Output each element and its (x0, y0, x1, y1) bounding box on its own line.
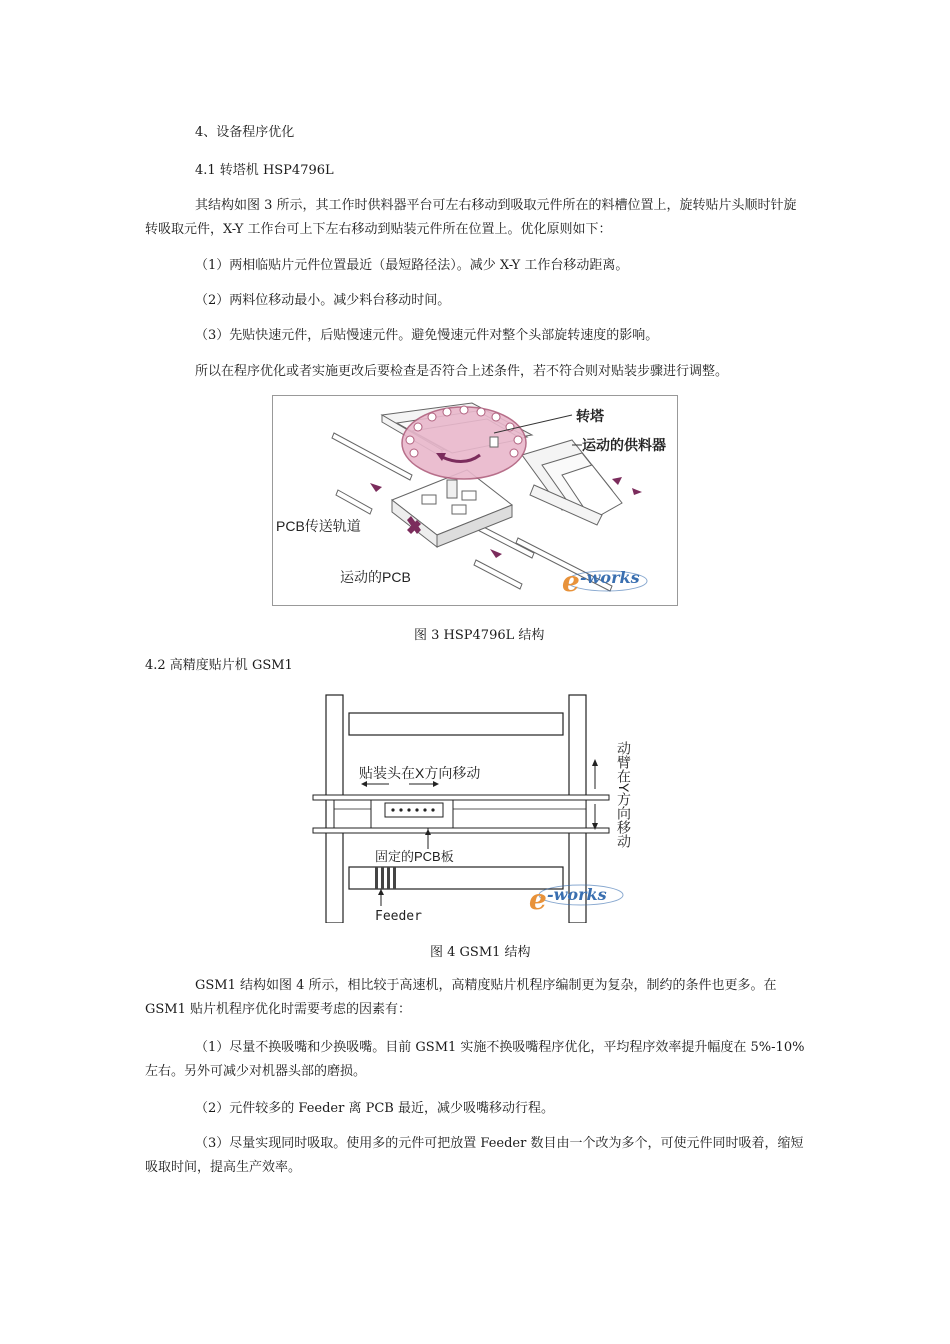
figure-4-gsm1-diagram (309, 691, 641, 923)
moving-pcb-label: 运动的PCB (340, 569, 411, 585)
eworks-watermark-text: -works (580, 568, 640, 587)
principle-item-2: （2）两料位移动最小。减少料台移动时间。 (195, 293, 451, 308)
head-x-move-label: 贴装头在X方向移动 (359, 765, 481, 781)
figure-4-caption: 图 4 GSM1 结构 (430, 945, 531, 960)
turret-label: 转塔 (576, 408, 604, 424)
section-4-1-heading: 4.1 转塔机 HSP4796L (195, 163, 334, 178)
fixed-pcb-label: 固定的PCB板 (375, 849, 454, 864)
feeder-label: Feeder (375, 909, 422, 923)
pcb-track-label: PCB传送轨道 (276, 518, 361, 534)
principle-item-3: （3）先贴快速元件，后贴慢速元件。避免慢速元件对整个头部旋转速度的影响。 (195, 328, 659, 343)
figure-3-caption: 图 3 HSP4796L 结构 (414, 628, 545, 643)
eworks-watermark-e: e (529, 883, 547, 916)
factor-item-1: （1）尽量不换吸嘴和少换吸嘴。目前 GSM1 实施不换吸嘴程序优化，平均程序效率提升幅度在 5%-10% 左右。另外可减少对机器头部的磨损。 (145, 1040, 805, 1079)
factor-item-2: （2）元件较多的 Feeder 离 PCB 最近，减少吸嘴移动行程。 (195, 1101, 554, 1116)
section-4-2-paragraph: GSM1 结构如图 4 所示，相比较于高速机，高精度贴片机程序编制更为复杂，制约的条件也更多。在 GSM1 贴片机程序优化时需要考虑的因素有： (145, 978, 777, 1017)
eworks-watermark-text: -works (547, 885, 607, 904)
eworks-watermark-e: e (562, 565, 580, 598)
factor-item-3: （3）尽量实现同时吸取。使用多的元件可把放置 Feeder 数目由一个改为多个，可使元件同时吸着，缩短吸取时间，提高生产效率。 (145, 1136, 804, 1175)
arm-y-move-label: 动臂在Y方向移动 (616, 741, 632, 849)
moving-feeder-label: 运动的供料器 (582, 437, 666, 453)
figure-3-hsp4796l-diagram (272, 395, 678, 606)
section-4-1-conclusion: 所以在程序优化或者实施更改后要检查是否符合上述条件，若不符合则对贴装步骤进行调整。 (195, 364, 729, 379)
section-4-1-paragraph: 其结构如图 3 所示，其工作时供料器平台可左右移动到吸取元件所在的料槽位置上，旋转贴片头顺时针旋转吸取元件，X-Y 工作台可上下左右移动到贴装元件所在位置上。优化原则如下： (145, 198, 797, 237)
section-4-heading: 4、设备程序优化 (195, 125, 295, 140)
principle-item-1: （1）两相临贴片元件位置最近（最短路径法）。减少 X-Y 工作台移动距离。 (195, 258, 629, 273)
section-4-2-heading: 4.2 高精度贴片机 GSM1 (145, 658, 293, 673)
